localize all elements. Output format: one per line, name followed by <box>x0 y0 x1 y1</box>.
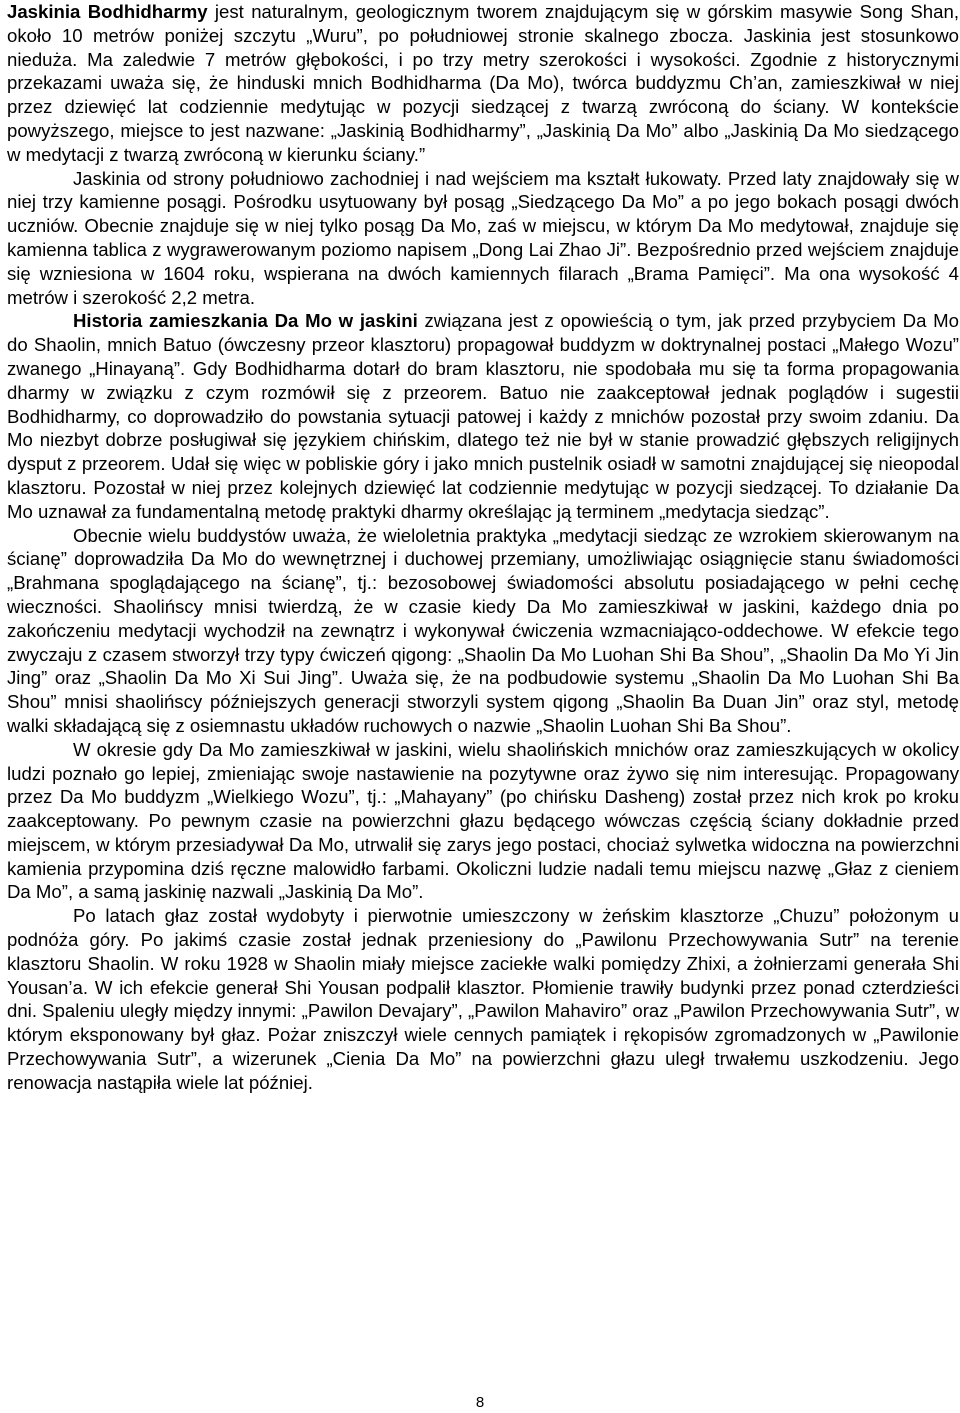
page-number: 8 <box>475 1394 485 1411</box>
paragraph-4 <box>7 524 959 738</box>
document-body <box>7 0 959 1095</box>
paragraph-2-text: Jaskinia od strony południowo zachodniej i nad wejściem ma kształt łukowaty. Przed laty znajdowały się w niej trzy kamienne posągi. Pośrodku usytuowany był posąg „Siedzącego Da Mo” a po jego bokach posągi dwóch uczniów. Obecnie znajduje się w niej tylko posąg Da Mo, zaś w miejscu, w którym Da Mo medytował, znajduje się kamienna tablica z wygrawerowanym poziomo napisem „Dong Lai Zhao Ji”. Bezpośrednio przed wejściem znajduje się wzniesiona w 1604 roku, wspierana na dwóch kamiennych filarach „Brama Pamięci”. Ma ona wysokość 4 metrów i szerokość 2,2 metra. <box>7 167 959 308</box>
paragraph-3 <box>7 309 959 523</box>
paragraph-6-text: Po latach głaz został wydobyty i pierwotnie umieszczony w żeńskim klasztorze „Chuzu” położonym u podnóża góry. Po jakimś czasie został jednak przeniesiony do „Pawilonu Przechowywania Sutr” na terenie klasztoru Shaolin. W roku 1928 w Shaolin miały miejsce zaciekłe walki pomiędzy Zhixi, a żołnierzami generała Shi Yousan’a. W ich efekcie generał Shi Yousan podpalił klasztor. Płomienie trawiły budynki przez ponad czterdzieści dni. Spaleniu uległy między innymi: „Pawilon Devajary”, „Pawilon Mahaviro” oraz „Pawilon Przechowywania Sutr”, w którym eksponowany był głaz. Pożar zniszczył wiele cennych pamiątek i rękopisów zgromadzonych w „Pawilonie Przechowywania Sutr”, a wizerunek „Cienia Da Mo” na powierzchni głazu uległ trwałemu uszkodzeniu. Jego renowacja nastąpiła wiele lat później. <box>7 905 959 1093</box>
paragraph-1 <box>7 0 959 167</box>
paragraph-4-text: Obecnie wielu buddystów uważa, że wieloletnia praktyka „medytacji siedząc ze wzrokiem skierowanym na ścianę” doprowadziła Da Mo do wewnętrznej i duchowej przemiany, umożliwiając osiągnięcie stanu świadomości „Brahmana spoglądającego na ścianę”, tj.: bezosobowej świadomości absolutu posiadającego w pełni cechę wieczności. Shaolińscy mnisi twierdzą, że w czasie kiedy Da Mo zamieszkiwał w jaskini, każdego dnia po zakończeniu medytacji wychodził na zewnątrz i wykonywał ćwiczenia wzmacniająco-oddechowe. W efekcie tego zwyczaju z czasem stworzył trzy typy ćwiczeń qigong: „Shaolin Da Mo Luohan Shi Ba Shou”, „Shaolin Da Mo Yi Jin Jing” oraz „Shaolin Da Mo Xi Sui Jing”. Uważa się, że na podbudowie systemu „Shaolin Da Mo Luohan Shi Ba Shou” mnisi shaolińscy późniejszych generacji stworzyli system qigong „Shaolin Ba Duan Jin” oraz styl, metodę walki składającą się z osiemnastu układów ruchowych o nazwie „Shaolin Luohan Shi Ba Shou”. <box>7 524 959 736</box>
paragraph-1-lead: Jaskinia Bodhidharmy <box>7 1 208 22</box>
paragraph-1-text: jest naturalnym, geologicznym tworem znajdującym się w górskim masywie Song Shan, około 10 metrów poniżej szczytu „Wuru”, po południowej stronie skalnego zbocza. Jaskinia jest stosunkowo nieduża. Ma zaledwie 7 metrów głębokości, i po trzy metry szerokości i wysokości. Zgodnie z historycznymi przekazami uważa się, że hinduski mnich Bodhidharma (Da Mo), twórca buddyzmu Ch’an, zamieszkiwał w niej przez dziewięć lat codziennie medytując w pozycji siedzącej z twarzą zwróconą do ściany. W kontekście powyższego, miejsce to jest nazwane: „Jaskinią Bodhidharmy”, „Jaskinią Da Mo” albo „Jaskinią Da Mo siedzącego w medytacji z twarzą zwróconą w kierunku ściany.” <box>7 1 959 165</box>
paragraph-6 <box>7 904 959 1094</box>
paragraph-3-text: związana jest z opowieścią o tym, jak przed przybyciem Da Mo do Shaolin, mnich Batuo (ówczesny przeor klasztoru) propagował buddyzm w doktrynalnej postaci „Małego Wozu” zwanego „Hinayaną”. Gdy Bodhidharma dotarł do bram klasztoru, nie spodobała mu się ta forma propagowania dharmy w związku z czym rozmówił się z przeorem. Batuo nie zaakceptował jednak poglądów i sugestii Bodhidharmy, co doprowadziło do powstania sytuacji patowej i każdy z mnichów pozostał przy swoim zdaniu. Da Mo niezbyt dobrze posługiwał się językiem chińskim, dlatego też nie był w stanie prowadzić głębszych religijnych dysput z przeorem. Udał się więc w pobliskie góry i jako mnich pustelnik osiadł w samotni znajdującej się nieopodal klasztoru. Pozostał w niej przez kolejnych dziewięć lat codziennie medytując w pozycji siedzącej. To działanie Da Mo uznawał za fundamentalną metodę praktyki dharmy określając ją terminem „medytacja siedząc”. <box>7 310 959 522</box>
paragraph-5-text: W okresie gdy Da Mo zamieszkiwał w jaskini, wielu shaolińskich mnichów oraz zamieszkujących w okolicy ludzi poznało go lepiej, zmieniając swoje nastawienie na pozytywne oraz żywo się nim interesując. Propagowany przez Da Mo buddyzm „Wielkiego Wozu”, tj.: „Mahayany” (po chińsku Dasheng) został przez nich krok po kroku zaakceptowany. Po pewnym czasie na powierzchni głazu będącego wówczas częścią ściany dokładnie przed miejscem, w którym przesiadywał Da Mo, utrwalił się zarys jego postaci, chociaż sylwetka widoczna na powierzchni kamienia przypomina dziś ręczne malowidło farbami. Okoliczni ludzie nadali temu miejscu nazwę „Głaz z cieniem Da Mo”, a samą jaskinię nazwali „Jaskinią Da Mo”. <box>7 738 959 903</box>
paragraph-5 <box>7 738 959 905</box>
paragraph-3-lead: Historia zamieszkania Da Mo w jaskini <box>73 310 418 332</box>
paragraph-2 <box>7 167 959 310</box>
